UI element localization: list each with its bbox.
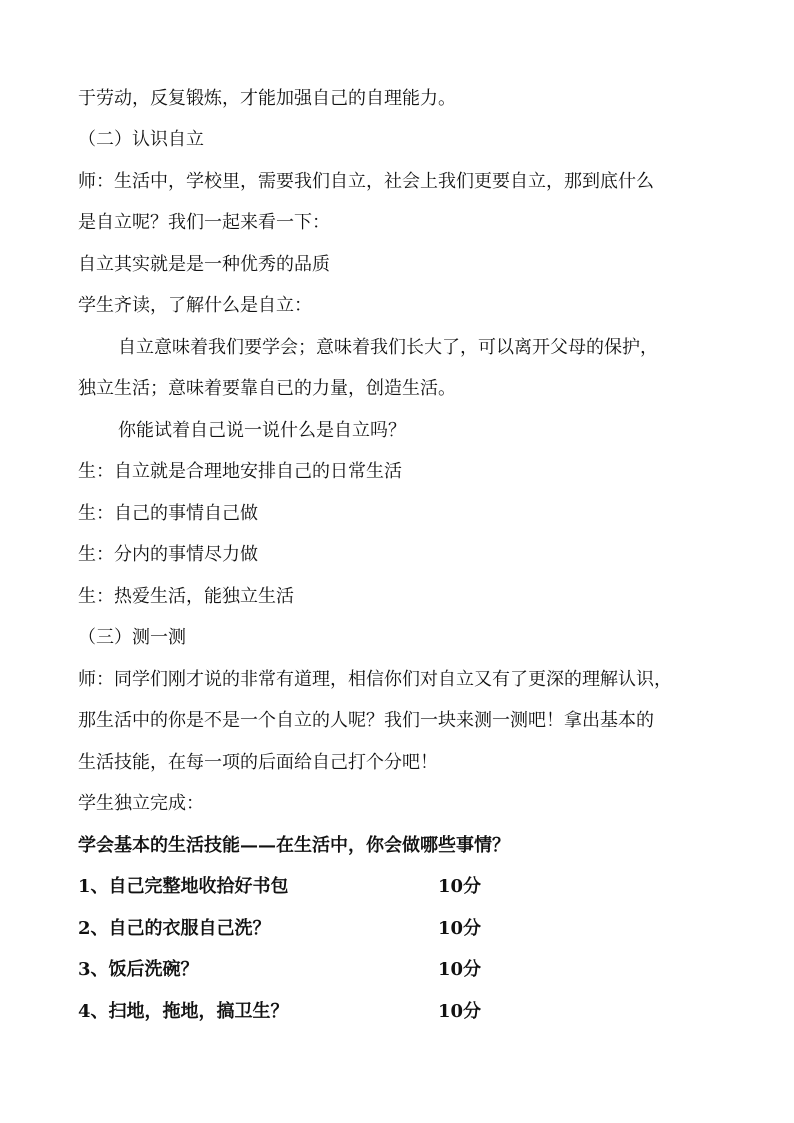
question-prompt: 你能试着自己说一说什么是自立吗？: [118, 420, 406, 441]
skill-item-label: 3、饭后洗碗？: [78, 959, 199, 980]
section-heading-test: （三）测一测: [78, 627, 186, 648]
student-answer-3: 生：分内的事情尽力做: [78, 544, 258, 565]
paragraph-continuation: 于劳动，反复锻炼，才能加强自己的自理能力。: [78, 88, 456, 109]
skill-item-score: 10分: [438, 918, 482, 939]
teacher-test-line-1: 师：同学们刚才说的非常有道理，相信你们对自立又有了更深的理解认识，: [78, 669, 672, 690]
student-answer-1: 生：自立就是合理地安排自己的日常生活: [78, 461, 402, 482]
students-complete-instruction: 学生独立完成：: [78, 793, 204, 814]
skill-item-score: 10分: [438, 959, 482, 980]
skill-item-score: 10分: [438, 876, 482, 897]
skill-item-score: 10分: [438, 1001, 482, 1022]
skill-item-label: 1、自己完整地收拾好书包: [78, 876, 289, 897]
teacher-test-line-3: 生活技能，在每一项的后面给自己打个分吧！: [78, 752, 438, 773]
skill-item-label: 4、扫地，拖地，搞卫生？: [78, 1001, 289, 1022]
meaning-paragraph-line-1: 自立意味着我们要学会；意味着我们长大了，可以离开父母的保护，: [118, 337, 658, 358]
skill-item-label: 2、自己的衣服自己洗？: [78, 918, 271, 939]
meaning-paragraph-line-2: 独立生活；意味着要靠自已的力量，创造生活。: [78, 378, 456, 399]
students-read-instruction: 学生齐读，了解什么是自立：: [78, 295, 312, 316]
teacher-test-line-2: 那生活中的你是不是一个自立的人呢？我们一块来测一测吧！拿出基本的: [78, 710, 654, 731]
independence-definition: 自立其实就是是一种优秀的品质: [78, 254, 330, 275]
section-heading-recognize-independence: （二）认识自立: [78, 129, 204, 150]
teacher-paragraph-line-2: 是自立呢？我们一起来看一下：: [78, 212, 330, 233]
student-answer-2: 生：自己的事情自己做: [78, 503, 258, 524]
skills-list-title: 学会基本的生活技能——在生活中，你会做哪些事情？: [78, 835, 510, 856]
teacher-paragraph-line-1: 师：生活中，学校里，需要我们自立，社会上我们更要自立，那到底什么: [78, 171, 654, 192]
student-answer-4: 生：热爱生活，能独立生活: [78, 586, 294, 607]
